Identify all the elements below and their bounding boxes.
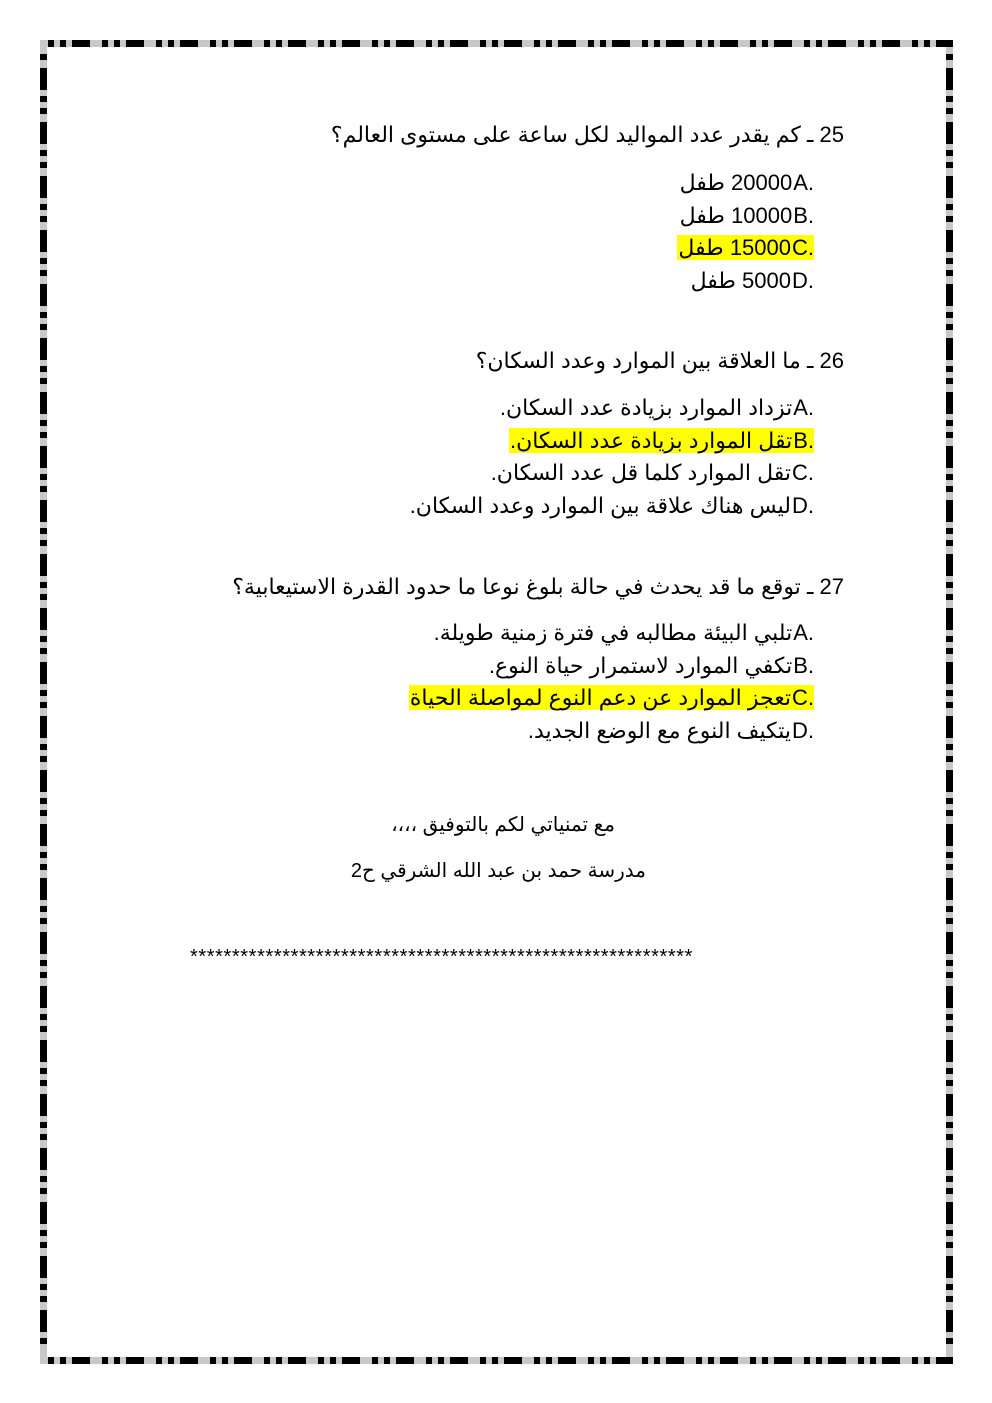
option-text: 20000 طفل bbox=[679, 170, 793, 195]
option-a bbox=[409, 617, 814, 650]
option-text: تعجز الموارد عن دعم النوع لمواصلة الحياة bbox=[409, 685, 791, 710]
option-text: 5000 طفل bbox=[690, 267, 791, 293]
option-text: تقل الموارد بزيادة عدد السكان. bbox=[509, 427, 793, 453]
question-dash: ـ bbox=[806, 122, 814, 147]
option-letter: A. bbox=[793, 620, 814, 645]
option-text: تلبي البيئة مطالبه في فترة زمنية طويلة. bbox=[433, 620, 793, 645]
question-27 bbox=[232, 573, 844, 601]
option-c bbox=[409, 457, 814, 490]
option-letter: C. bbox=[792, 685, 814, 710]
question-number: 27 bbox=[819, 574, 844, 599]
option-text: 10000 طفل bbox=[679, 202, 793, 228]
option-letter: B. bbox=[793, 202, 814, 228]
question-25-options bbox=[677, 167, 814, 297]
option-letter: A. bbox=[793, 170, 814, 195]
question-text: ما العلاقة بين الموارد وعدد السكان؟ bbox=[475, 348, 801, 373]
option-letter: D. bbox=[792, 492, 814, 518]
option-d bbox=[409, 715, 814, 748]
option-letter: D. bbox=[792, 267, 814, 293]
option-letter: D. bbox=[792, 717, 814, 743]
option-a bbox=[677, 167, 814, 200]
option-b bbox=[409, 650, 814, 683]
option-letter: A. bbox=[793, 395, 814, 420]
option-letter: C. bbox=[792, 235, 814, 260]
option-text: 15000 طفل bbox=[678, 235, 791, 260]
question-25 bbox=[331, 121, 844, 149]
option-letter: B. bbox=[793, 652, 814, 678]
option-c-highlighted bbox=[677, 232, 814, 265]
question-text: توقع ما قد يحدث في حالة بلوغ نوعا ما حدود القدرة الاستيعابية؟ bbox=[232, 574, 801, 599]
option-text: يتكيف النوع مع الوضع الجديد. bbox=[527, 717, 791, 743]
separator-line: ************************************************************ bbox=[190, 946, 693, 968]
question-dash: ـ bbox=[806, 574, 814, 599]
option-text: تقل الموارد كلما قل عدد السكان. bbox=[490, 460, 791, 485]
question-26-options bbox=[409, 392, 814, 522]
option-text: ليس هناك علاقة بين الموارد وعدد السكان. bbox=[409, 492, 791, 518]
question-number: 25 bbox=[819, 122, 844, 147]
option-text: تكفي الموارد لاستمرار حياة النوع. bbox=[488, 652, 793, 678]
school-name: مدرسة حمد بن عبد الله الشرقي ح2 bbox=[350, 860, 646, 882]
question-27-options bbox=[409, 617, 814, 747]
option-d bbox=[677, 265, 814, 298]
option-c-highlighted bbox=[409, 682, 814, 715]
option-b-highlighted bbox=[409, 425, 814, 458]
option-letter: C. bbox=[792, 460, 814, 485]
option-b bbox=[677, 200, 814, 233]
option-d bbox=[409, 490, 814, 523]
question-text: كم يقدر عدد المواليد لكل ساعة على مستوى العالم؟ bbox=[330, 122, 801, 147]
question-number: 26 bbox=[819, 348, 844, 373]
option-a bbox=[409, 392, 814, 425]
option-letter: B. bbox=[793, 427, 814, 453]
question-26 bbox=[476, 347, 844, 375]
closing-wishes: مع تمنياتي لكم بالتوفيق ،،،، bbox=[391, 814, 615, 836]
question-dash: ـ bbox=[806, 348, 814, 373]
option-text: تزداد الموارد بزيادة عدد السكان. bbox=[499, 395, 793, 420]
